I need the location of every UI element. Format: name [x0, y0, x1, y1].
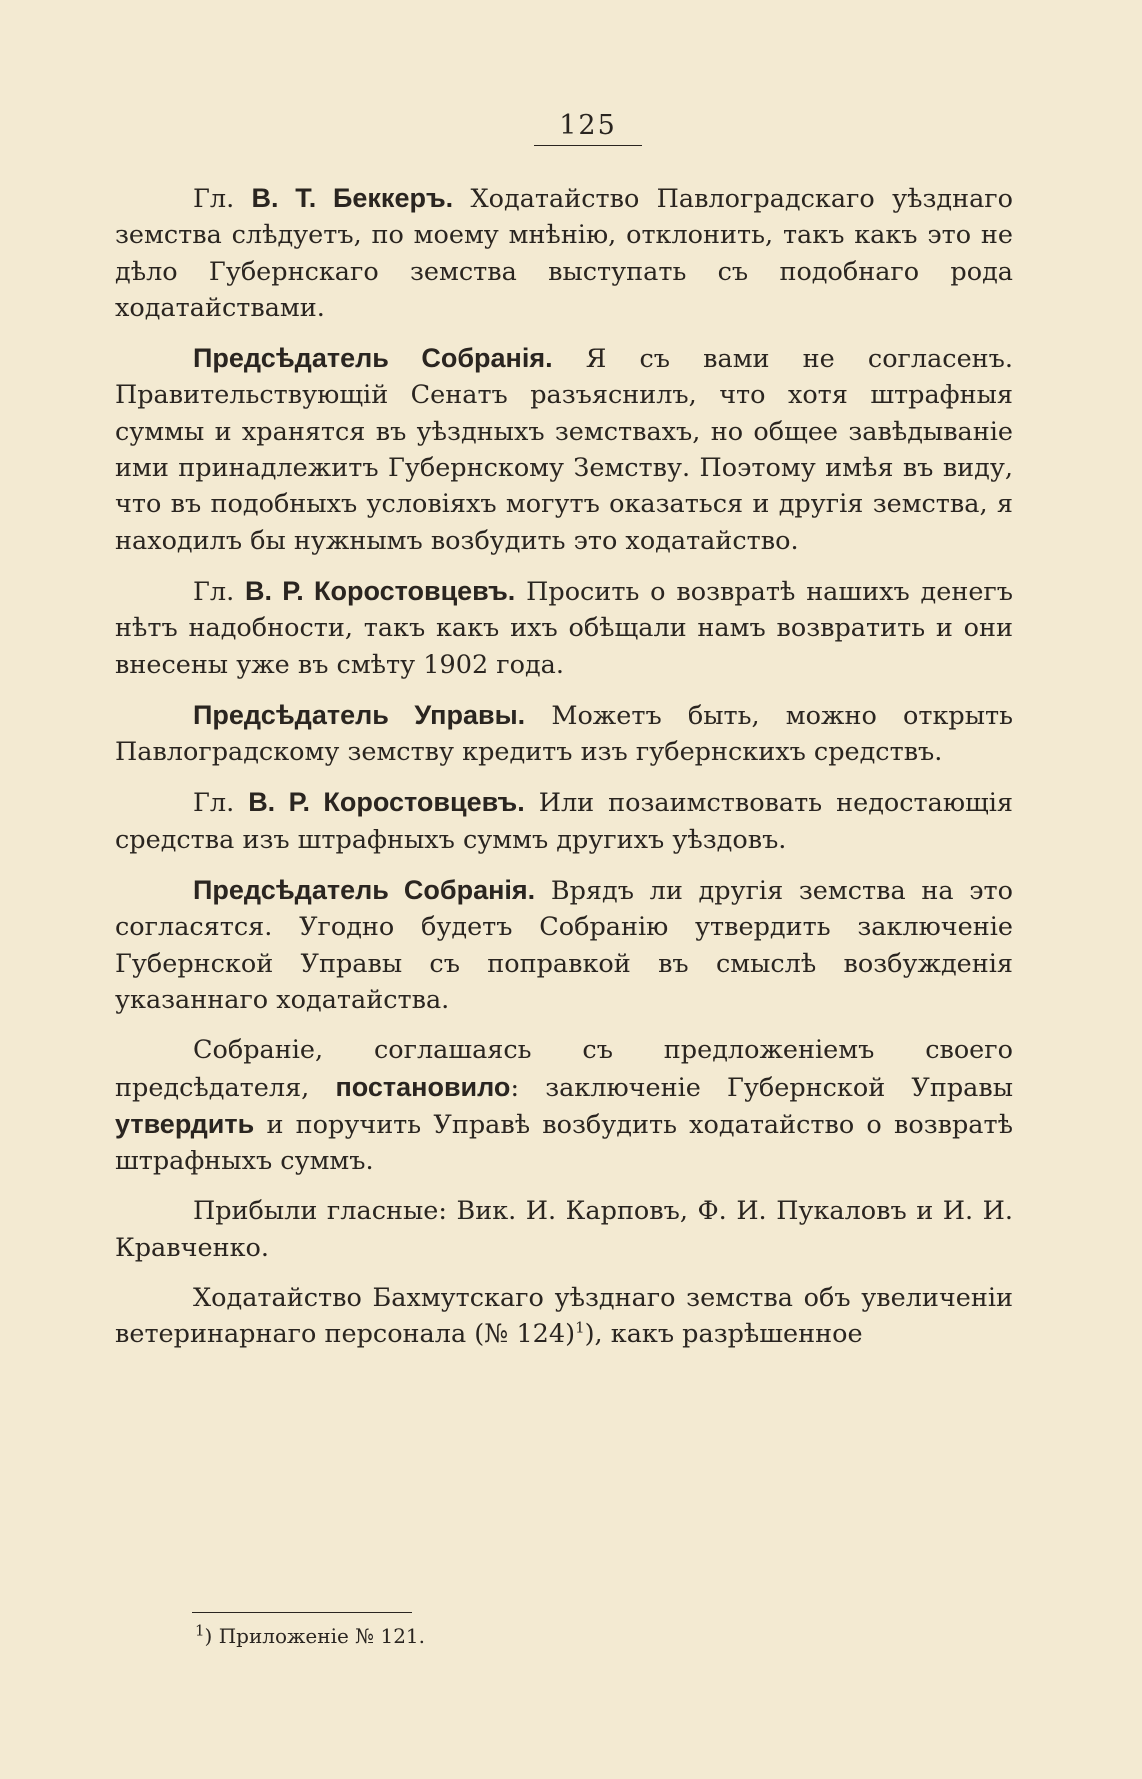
paragraph-text: Ходатайство Павлоградскаго уѣзднаго земства слѣдуетъ, по моему мнѣнію, отклонить, такъ какъ это не дѣло Губернскаго земства выступать съ подобнаго рода ходатайствами.	[115, 184, 1013, 323]
paragraph-text: Можетъ быть, можно открыть Павлоградскому земству кредитъ изъ губернскихъ средствъ.	[115, 700, 1013, 768]
speaker-prefix: Гл.	[193, 184, 252, 214]
paragraph-chairman-assembly-2	[115, 872, 1013, 1018]
speaker-name: В. Р. Коростовцевъ.	[245, 575, 516, 606]
paragraph-arrivals: Прибыли гласные: Вик. И. Карповъ, Ф. И. Пукаловъ и И. И. Кравченко.	[115, 1196, 1013, 1263]
speaker-name: Предсѣдатель Собранія.	[193, 343, 553, 374]
footnote-text: ) Приложеніе № 121.	[204, 1624, 425, 1648]
footnote	[195, 1622, 425, 1650]
footnote-reference: 1	[575, 1318, 585, 1337]
speaker-prefix: Гл.	[193, 788, 249, 819]
footnote-mark: 1	[195, 1621, 205, 1640]
paragraph-text: ), какъ разрѣшенное	[584, 1319, 863, 1350]
speaker-name: В. Р. Коростовцевъ.	[248, 787, 525, 818]
speaker-name: Предсѣдатель Управы.	[193, 699, 526, 730]
paragraph-bakhmut	[115, 1280, 1013, 1353]
body-text	[115, 180, 1013, 1367]
paragraph-chairman-assembly-1	[115, 340, 1013, 559]
paragraph-korostovtsev-1	[115, 573, 1013, 683]
paragraph-text: Или позаимствовать недостающія средства изъ штрафныхъ суммъ другихъ уѣздовъ.	[115, 788, 1013, 855]
speaker-name: Предсѣдатель Собранія.	[193, 875, 536, 906]
page-number: 125	[534, 110, 642, 146]
paragraph-text: Просить о возвратѣ нашихъ денегъ нѣтъ надобности, такъ какъ ихъ обѣщали намъ возвратить и они внесены уже въ смѣту 1902 года.	[115, 576, 1014, 680]
paragraph-text: Я съ вами не согласенъ. Правительствующій Сенатъ разъяснилъ, что хотя штрафныя суммы и хранятся въ уѣздныхъ земствахъ, но общее завѣдываніе ими принадлежитъ Губернскому Земству. Поэтому имѣя въ виду, что въ подобныхъ условіяхъ могутъ оказаться и другія земства, я находилъ бы нужнымъ возбудить это ходатайство.	[115, 344, 1014, 556]
paragraph-text: Ходатайство Бахмутскаго уѣзднаго земства объ увеличеніи ветеринарнаго персонала (№ 124)	[115, 1283, 1013, 1350]
paragraph-text: Врядъ ли другія земства на это согласятся. Угодно будетъ Собранію утвердить заключеніе Губернской Управы съ поправкой въ смыслѣ возбужденія указаннаго ходатайства.	[115, 876, 1013, 1015]
paragraph-resolution	[115, 1032, 1013, 1179]
resolution-text: и поручить Управѣ возбудить ходатайство о возвратѣ штрафныхъ суммъ.	[115, 1109, 1013, 1177]
resolution-text: : заключеніе Губернской Управы	[510, 1072, 1013, 1103]
resolution-approve: утвердить	[115, 1108, 255, 1139]
footnote-divider	[192, 1612, 412, 1613]
speaker-prefix: Гл.	[193, 576, 246, 607]
paragraph-bekker	[115, 180, 1013, 326]
resolution-decision: постановило	[335, 1071, 511, 1102]
paragraph-korostovtsev-2	[115, 784, 1013, 858]
paragraph-chairman-board	[115, 697, 1013, 771]
resolution-text: Собраніе, соглашаясь съ предложеніемъ своего предсѣдателя,	[115, 1035, 1013, 1103]
speaker-name: В. Т. Беккеръ.	[251, 183, 454, 213]
